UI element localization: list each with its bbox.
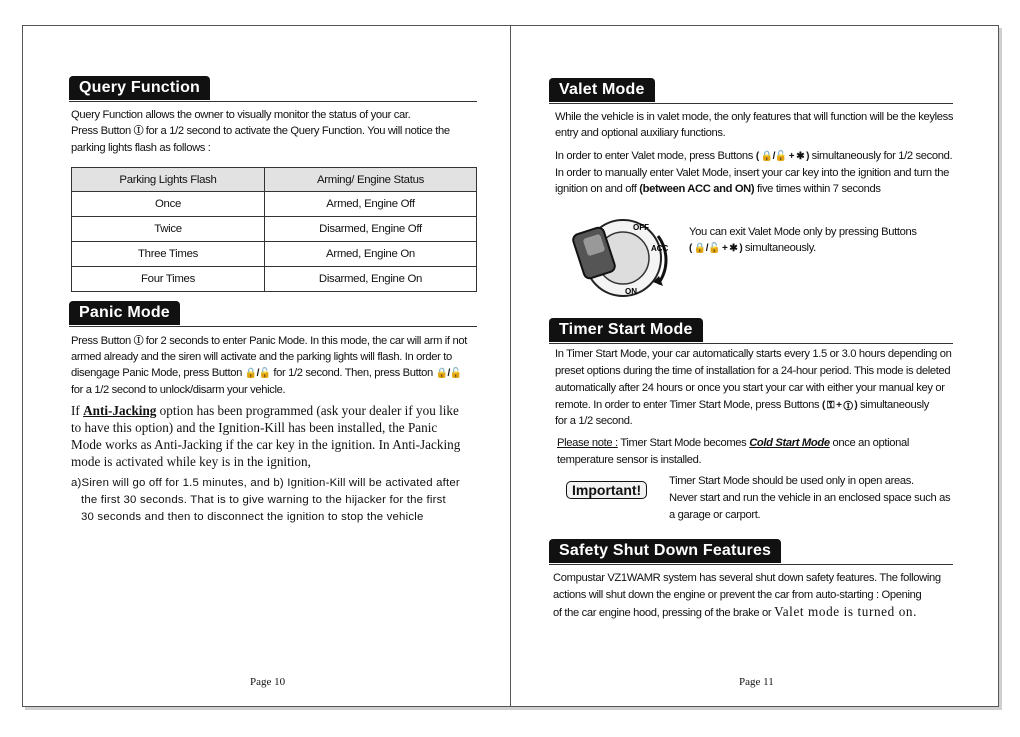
flash-status-table	[71, 167, 477, 292]
table-header-row	[72, 168, 477, 192]
heading-rule	[69, 326, 477, 327]
panic-p1-line-3	[71, 365, 462, 382]
safety-l3-pre: of the car engine hood, pressing of the brake or	[553, 607, 775, 619]
table-cell: Twice	[72, 217, 265, 242]
query-line-3: parking lights flash as follows :	[71, 142, 211, 154]
query-line-2-post: for a 1/2 second to activate the Query Function. You will notice the	[145, 125, 450, 137]
important-badge: Important!	[566, 481, 647, 499]
right-page	[510, 25, 999, 707]
panic-p1-line-4: for a 1/2 second to unlock/disarm your vehicle.	[71, 384, 286, 396]
safety-line-3	[553, 604, 917, 622]
valet-p1-line-2: entry and optional auxiliary functions.	[555, 127, 726, 139]
query-line-1: Query Function allows the owner to visually monitor the status of your car.	[71, 109, 411, 121]
valet-mode-heading: Valet Mode	[549, 78, 655, 102]
panic-p2-line-4: mode is activated while key is in the ignition,	[71, 454, 311, 469]
heading-rule	[69, 101, 477, 102]
panic-p2-line-3: Mode works as Anti-Jacking if the car key in the ignition. In Anti-Jacking	[71, 437, 461, 452]
ignition-acc-label: ACC	[651, 244, 669, 253]
lock-unlock-icon: 🔒/🔓	[244, 368, 271, 379]
valet-buttons-icon: ( 🔒/🔓 + ✱ )	[755, 151, 809, 162]
timer-note-line-2: temperature sensor is installed.	[557, 454, 702, 466]
query-function-heading: Query Function	[69, 76, 210, 100]
valet-mode-serif-text: Valet mode is turned on.	[774, 604, 918, 619]
table-cell: Three Times	[72, 242, 265, 267]
timer-start-heading: Timer Start Mode	[549, 318, 703, 342]
timer-note-pre: Timer Start Mode becomes	[617, 437, 750, 449]
valet-p2-l3-post: five times within 7 seconds	[757, 183, 881, 195]
panic-p3-line-2: the first 30 seconds. That is to give warning to the hijacker for the first	[81, 494, 446, 506]
panic-p1-l3-mid: for 1/2 second. Then, press Button	[273, 367, 433, 379]
panic-p2-pre: If	[71, 403, 84, 418]
table-row	[72, 267, 477, 292]
timer-p1-l4-pre: remote. In order to enter Timer Start Mode, press Buttons	[555, 399, 820, 411]
query-button-icon: Ⓘ	[133, 126, 144, 137]
valet-p2-line-3	[555, 181, 881, 198]
table-cell: Disarmed, Engine On	[265, 267, 477, 292]
heading-rule	[549, 564, 953, 565]
timer-p1-line-4	[555, 397, 929, 414]
table-header-cell: Arming/ Engine Status	[265, 168, 477, 192]
table-row	[72, 242, 477, 267]
important-line-2: Never start and run the vehicle in an enclosed space such as	[669, 492, 951, 504]
table-cell: Four Times	[72, 267, 265, 292]
timer-p1-line-3: automatically after 24 hours or once you start your car with either your manual key or	[555, 382, 945, 394]
safety-shutdown-heading: Safety Shut Down Features	[549, 539, 781, 563]
panic-mode-heading: Panic Mode	[69, 301, 180, 325]
timer-p1-line-1: In Timer Start Mode, your car automatically starts every 1.5 or 3.0 hours depending on	[555, 348, 952, 360]
panic-button-icon: Ⓘ	[133, 336, 144, 347]
valet-p2-l3-pre: ignition on and off	[555, 183, 637, 195]
left-page	[22, 25, 511, 707]
valet-exit-line-2	[689, 240, 816, 257]
table-header-cell: Parking Lights Flash	[72, 168, 265, 192]
table-row	[72, 217, 477, 242]
cold-start-mode-term: Cold Start Mode	[749, 437, 830, 449]
safety-line-1: Compustar VZ1WAMR system has several shut down safety features. The following	[553, 572, 941, 584]
ignition-off-label: OFF	[633, 223, 649, 232]
panic-p2-post: option has been programmed (ask your dealer if you like	[156, 403, 459, 418]
page-number: Page 10	[250, 676, 286, 688]
timer-note-line-1	[557, 435, 909, 452]
timer-p1-line-5: for a 1/2 second.	[555, 415, 633, 427]
valet-p2-line-2: In order to manually enter Valet Mode, insert your car key into the ignition and turn the	[555, 167, 950, 179]
timer-p1-l4-post: simultaneously	[859, 399, 930, 411]
panic-p1-l3-pre: disengage Panic Mode, press Button	[71, 367, 242, 379]
table-cell: Armed, Engine On	[265, 242, 477, 267]
page-number: Page 11	[739, 676, 774, 688]
lock-unlock-icon: 🔒/🔓	[435, 368, 462, 379]
table-row	[72, 192, 477, 217]
panic-p1-post: for 2 seconds to enter Panic Mode. In this mode, the car will arm if not	[145, 335, 467, 347]
table-cell: Disarmed, Engine Off	[265, 217, 477, 242]
panic-p2-line-2: to have this option) and the Ignition-Kill has been installed, the Panic	[71, 420, 438, 435]
panic-p2-line-1	[71, 403, 459, 419]
heading-rule	[549, 103, 953, 104]
table-cell: Once	[72, 192, 265, 217]
valet-p2-line-1	[555, 148, 952, 165]
safety-line-2: actions will shut down the engine or prevent the car from auto-starting : Opening	[553, 589, 922, 601]
panic-p1-line-2: armed already and the siren will activate and the parking lights will flash. In order to	[71, 351, 452, 363]
panic-p1-line-1	[71, 333, 467, 350]
valet-p2-post: simultaneously for 1/2 second.	[811, 150, 953, 162]
panic-p1-pre: Press Button	[71, 335, 131, 347]
timer-p1-line-2: preset options during the time of installation for a 24-hour period. This mode is deleted	[555, 365, 951, 377]
panic-p3-line-3: 30 seconds and then to disconnect the ignition to stop the vehicle	[81, 511, 424, 523]
panic-p3-line-1: a)Siren will go off for 1.5 minutes, and b) Ignition-Kill will be activated after	[71, 477, 460, 489]
table-cell: Armed, Engine Off	[265, 192, 477, 217]
ignition-key-illustration	[563, 206, 683, 306]
valet-p1-line-1: While the vehicle is in valet mode, the only features that will function will be the keyless	[555, 111, 954, 123]
important-line-1: Timer Start Mode should be used only in open areas.	[669, 475, 914, 487]
please-note-label: Please note :	[557, 437, 618, 449]
valet-acc-on-text: (between ACC and ON)	[639, 183, 755, 195]
valet-p2-pre: In order to enter Valet mode, press Buttons	[555, 150, 754, 162]
query-line-2	[71, 123, 450, 140]
important-line-3: a garage or carport.	[669, 509, 761, 521]
ignition-on-label: ON	[625, 287, 637, 296]
valet-exit-post: simultaneously.	[744, 242, 816, 254]
anti-jacking-term: Anti-Jacking	[83, 403, 157, 418]
heading-rule	[549, 343, 953, 344]
valet-buttons-icon: ( 🔒/🔓 + ✱ )	[689, 243, 743, 254]
query-line-2-pre: Press Button	[71, 125, 131, 137]
timer-note-post: once an optional	[829, 437, 909, 449]
timer-buttons-icon: ( ⚿ + Ⓘ )	[821, 400, 858, 411]
valet-exit-line-1: You can exit Valet Mode only by pressing Buttons	[689, 226, 917, 238]
